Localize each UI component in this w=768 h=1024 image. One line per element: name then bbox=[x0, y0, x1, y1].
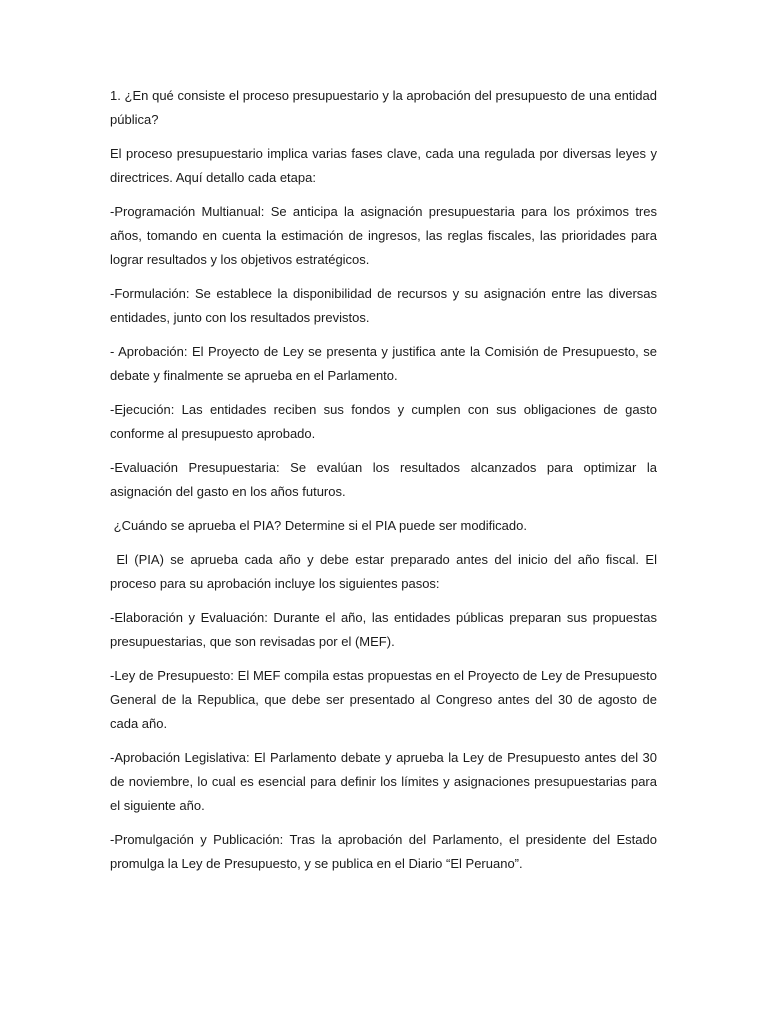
pia-intro-paragraph: El (PIA) se aprueba cada año y debe estar preparado antes del inicio del año fiscal. El proceso para su aprobación incluye los siguientes pasos: bbox=[110, 552, 661, 591]
aprobacion-legislativa-paragraph: -Aprobación Legislativa: El Parlamento debate y aprueba la Ley de Presupuesto antes del 30 de noviembre, lo cual es esencial para definir los límites y asignaciones presupuestarias para el siguiente año. bbox=[110, 750, 657, 813]
aprobacion-paragraph: - Aprobación: El Proyecto de Ley se presenta y justifica ante la Comisión de Presupuesto, se debate y finalmente se aprueba en el Parlamento. bbox=[110, 344, 657, 383]
elaboracion-paragraph: -Elaboración y Evaluación: Durante el año, las entidades públicas preparan sus propuestas presupuestarias, que son revisadas por el (MEF). bbox=[110, 610, 657, 649]
formulacion-paragraph: -Formulación: Se establece la disponibilidad de recursos y su asignación entre las diversas entidades, junto con los resultados previstos. bbox=[110, 286, 657, 325]
question-pia-paragraph: ¿Cuándo se aprueba el PIA? Determine si el PIA puede ser modificado. bbox=[110, 518, 527, 533]
promulgacion-paragraph: -Promulgación y Publicación: Tras la aprobación del Parlamento, el presidente del Estado promulga la Ley de Presupuesto, y se publica en el Diario “El Peruano”. bbox=[110, 832, 657, 871]
ley-presupuesto-paragraph: -Ley de Presupuesto: El MEF compila estas propuestas en el Proyecto de Ley de Presupuesto General de la Republica, que debe ser presentado al Congreso antes del 30 de agosto de cada año. bbox=[110, 668, 657, 731]
question-1-paragraph: 1. ¿En qué consiste el proceso presupuestario y la aprobación del presupuesto de una entidad pública? bbox=[110, 88, 657, 127]
ejecucion-paragraph: -Ejecución: Las entidades reciben sus fondos y cumplen con sus obligaciones de gasto conforme al presupuesto aprobado. bbox=[110, 402, 657, 441]
evaluacion-paragraph: -Evaluación Presupuestaria: Se evalúan los resultados alcanzados para optimizar la asignación del gasto en los años futuros. bbox=[110, 460, 657, 499]
programacion-paragraph: -Programación Multianual: Se anticipa la asignación presupuestaria para los próximos tres años, tomando en cuenta la estimación de ingresos, las reglas fiscales, las prioridades para lograr resultados y los objetivos estratégicos. bbox=[110, 204, 657, 267]
intro-paragraph: El proceso presupuestario implica varias fases clave, cada una regulada por diversas leyes y directrices. Aquí detallo cada etapa: bbox=[110, 146, 657, 185]
document-body bbox=[110, 84, 661, 886]
